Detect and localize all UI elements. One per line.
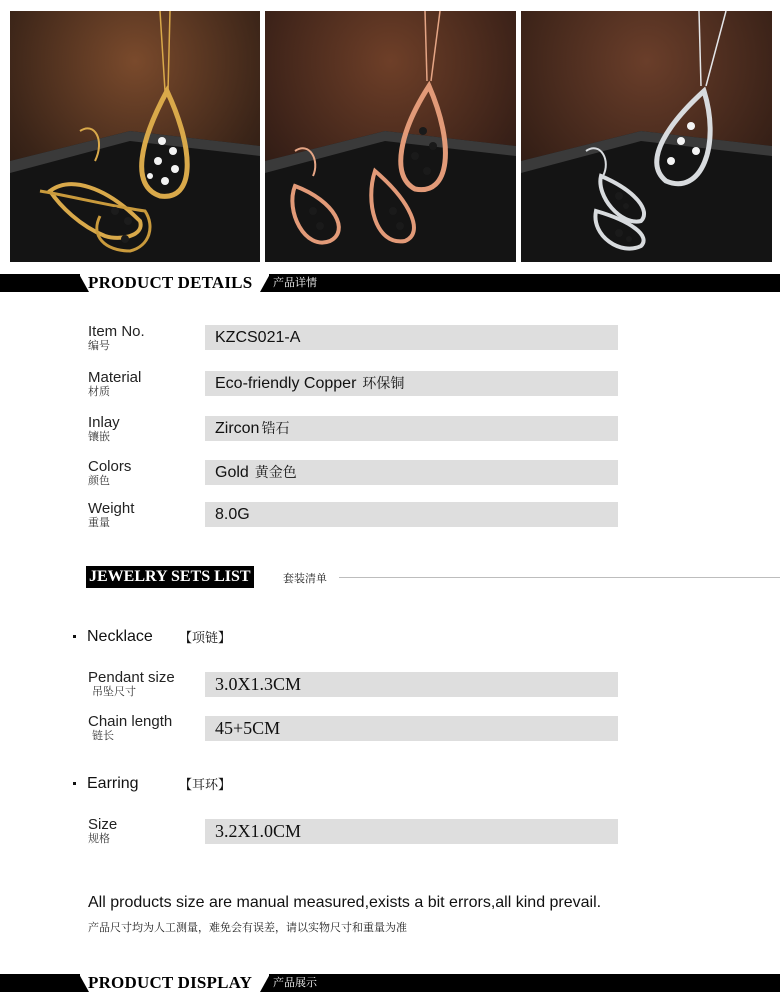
product-details-title: PRODUCT DETAILS bbox=[88, 273, 253, 292]
spec-label: Inlay bbox=[88, 414, 120, 431]
spec-row-item-no bbox=[88, 323, 628, 359]
product-photo-strip bbox=[10, 11, 772, 262]
spec-row-inlay bbox=[88, 414, 628, 450]
spec-value bbox=[205, 819, 618, 844]
spec-label-cn: 编号 bbox=[88, 340, 110, 352]
product-details-title-cn: 产品详情 bbox=[273, 277, 317, 289]
necklace-title: Necklace bbox=[87, 628, 153, 645]
spec-value-text: 8.0G bbox=[215, 506, 250, 523]
product-display-title-cn: 产品展示 bbox=[273, 977, 317, 989]
spec-label: Item No. bbox=[88, 323, 145, 340]
spec-value-text: KZCS021-A bbox=[215, 329, 301, 346]
spec-value bbox=[205, 371, 618, 396]
product-display-banner bbox=[0, 974, 780, 992]
spec-value-text: 45+5CM bbox=[215, 718, 281, 738]
spec-value bbox=[205, 325, 618, 350]
spec-value-text: Zircon bbox=[215, 420, 260, 437]
spec-value bbox=[205, 502, 618, 527]
measurement-note-cn: 产品尺寸均为人工测量，难免会有误差，请以实物尺寸和重量为准 bbox=[88, 922, 407, 934]
jewelry-sets-title: JEWELRY SETS LIST bbox=[86, 566, 254, 588]
spec-label-cn: 材质 bbox=[88, 386, 110, 398]
silver-set-photo bbox=[521, 11, 772, 262]
spec-label-cn: 镶嵌 bbox=[88, 431, 110, 443]
earring-title: Earring bbox=[87, 775, 139, 792]
spec-row-earring-size bbox=[88, 816, 628, 852]
spec-value-cn: 黄金色 bbox=[254, 464, 297, 480]
spec-label: Chain length bbox=[88, 713, 173, 730]
spec-label-cn: 重量 bbox=[88, 517, 110, 529]
spec-row-weight bbox=[88, 500, 628, 536]
spec-value bbox=[205, 416, 618, 441]
spec-label: Colors bbox=[88, 458, 132, 475]
gold-set-photo bbox=[10, 11, 260, 262]
divider bbox=[339, 577, 780, 578]
spec-label: Size bbox=[88, 816, 118, 833]
spec-value-cn: 环保铜 bbox=[362, 375, 405, 391]
spec-value bbox=[205, 460, 618, 485]
bullet-icon bbox=[73, 782, 76, 785]
jewelry-sets-title-cn: 套装清单 bbox=[283, 573, 327, 585]
product-display-title: PRODUCT DISPLAY bbox=[88, 973, 253, 992]
spec-label-cn: 链长 bbox=[92, 730, 114, 742]
earring-title-cn: 【耳环】 bbox=[179, 777, 232, 792]
spec-label: Pendant size bbox=[88, 669, 175, 686]
necklace-title-cn: 【项链】 bbox=[179, 630, 232, 645]
spec-value-cn: 锆石 bbox=[261, 420, 290, 436]
spec-row-chain-length bbox=[88, 713, 628, 749]
spec-row-pendant-size bbox=[88, 669, 628, 705]
spec-value bbox=[205, 672, 618, 697]
spec-label-cn: 规格 bbox=[88, 833, 110, 845]
spec-label-cn: 吊坠尺寸 bbox=[92, 686, 136, 698]
spec-row-material bbox=[88, 369, 628, 405]
spec-row-colors bbox=[88, 458, 628, 494]
spec-label: Material bbox=[88, 369, 142, 386]
spec-value-text: Eco-friendly Copper bbox=[215, 375, 357, 392]
spec-value-text: Gold bbox=[215, 464, 249, 481]
jewelry-sets-heading bbox=[86, 566, 780, 588]
bullet-icon bbox=[73, 635, 76, 638]
spec-label: Weight bbox=[88, 500, 135, 517]
spec-value-text: 3.2X1.0CM bbox=[215, 821, 302, 841]
spec-value-text: 3.0X1.3CM bbox=[215, 674, 302, 694]
spec-value bbox=[205, 716, 618, 741]
rose-gold-set-photo bbox=[265, 11, 516, 262]
spec-label-cn: 颜色 bbox=[88, 475, 110, 487]
product-details-banner bbox=[0, 274, 780, 292]
measurement-note: All products size are manual measured,exists a bit errors,all kind prevail. bbox=[88, 894, 602, 911]
